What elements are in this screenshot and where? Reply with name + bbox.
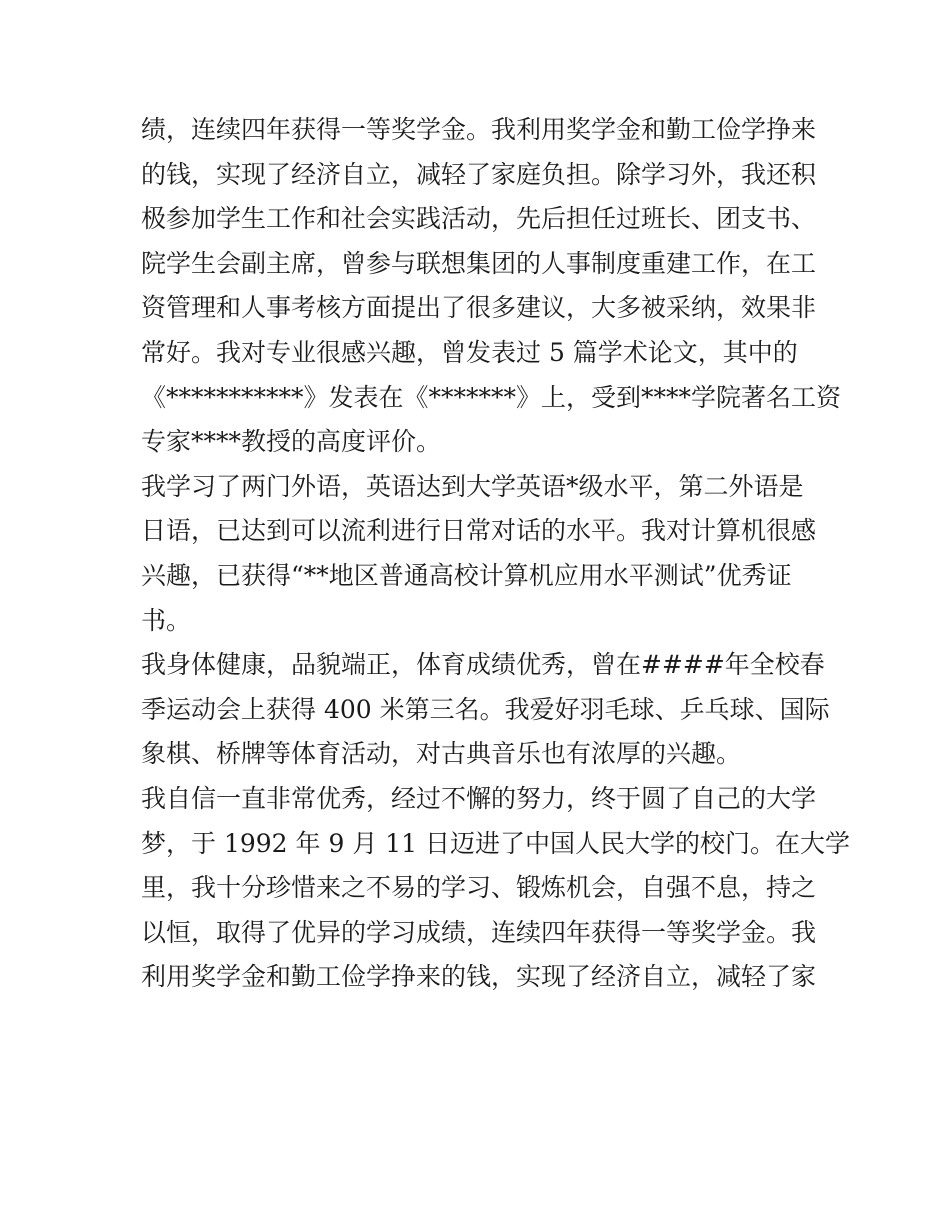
text-line: 《***********》发表在《*******》上，受到****学院著名工资 [141, 382, 842, 412]
text-line: 的钱，实现了经济自立，减轻了家庭负担。除学习外，我还积 [141, 159, 817, 189]
text-line: 以恒，取得了优异的学习成绩，连续四年获得一等奖学金。我 [141, 917, 817, 947]
text-line: 象棋、桥牌等体育活动，对古典音乐也有浓厚的兴趣。 [141, 739, 742, 769]
text-line: 里，我十分珍惜来之不易的学习、锻炼机会，自强不息，持之 [141, 873, 817, 903]
text-line: 绩，连续四年获得一等奖学金。我利用奖学金和勤工俭学挣来 [141, 115, 817, 144]
text-line: 极参加学生工作和社会实践活动，先后担任过班长、团支书、 [141, 204, 817, 234]
text-line: 季运动会上获得 400 米第三名。我爱好羽毛球、乒乓球、国际 [141, 694, 830, 724]
text-line: 专家****教授的高度评价。 [141, 427, 442, 457]
text-line: 我学习了两门外语，英语达到大学英语*级水平，第二外语是 [141, 471, 804, 501]
text-line: 梦，于 1992 年 9 月 11 日迈进了中国人民大学的校门。在大学 [141, 828, 851, 858]
text-line: 日语，已达到可以流利进行日常对话的水平。我对计算机很感 [141, 516, 817, 546]
text-line: 院学生会副主席，曾参与联想集团的人事制度重建工作，在工 [141, 248, 817, 278]
text-line: 我身体健康，品貌端正，体育成绩优秀，曾在####年全校春 [141, 650, 825, 680]
text-line: 我自信一直非常优秀，经过不懈的努力，终于圆了自己的大学 [141, 783, 817, 813]
body-text [141, 108, 851, 1000]
text-line: 常好。我对专业很感兴趣，曾发表过 5 篇学术论文，其中的 [141, 337, 798, 367]
text-line: 利用奖学金和勤工俭学挣来的钱，实现了经济自立，减轻了家 [141, 962, 817, 992]
text-line: 兴趣，已获得“**地区普通高校计算机应用水平测试”优秀证 [141, 560, 792, 590]
text-line: 书。 [141, 605, 192, 635]
text-line: 资管理和人事考核方面提出了很多建议，大多被采纳，效果非 [141, 293, 817, 323]
